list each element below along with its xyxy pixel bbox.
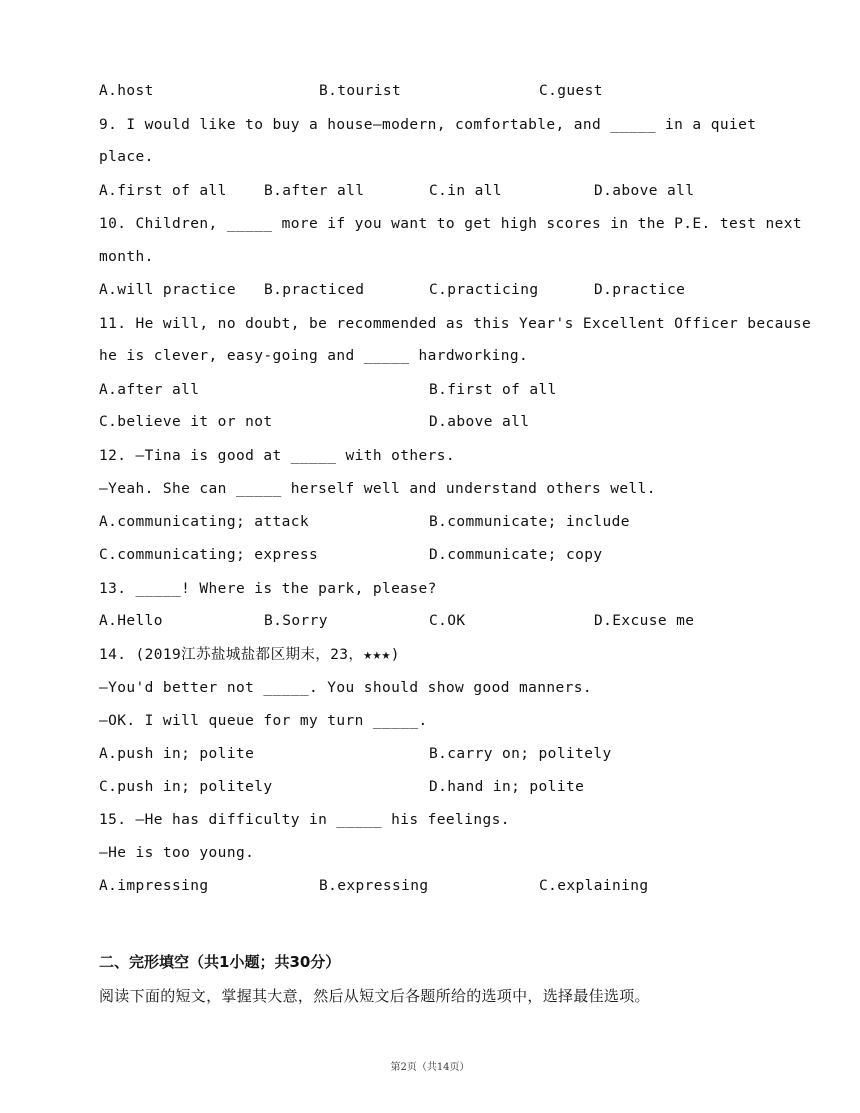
- q15-option-b: B.expressing: [319, 878, 429, 894]
- q9-stem-line1: 9. I would like to buy a house—modern, comfortable, and _____ in a quiet: [99, 117, 757, 133]
- q9-option-b: B.after all: [264, 183, 365, 199]
- q10-option-c: C.practicing: [429, 282, 539, 298]
- q14-option-c: C.push in; politely: [99, 779, 273, 795]
- q9-option-a: A.first of all: [99, 183, 227, 199]
- q12-option-c: C.communicating; express: [99, 547, 319, 563]
- q15-option-c: C.explaining: [539, 878, 649, 894]
- q14-stem-line1: —You'd better not _____. You should show good manners.: [99, 680, 593, 696]
- q8-option-c: C.guest: [539, 83, 603, 99]
- q8-option-b: B.tourist: [319, 83, 402, 99]
- section-heading: 二、完形填空（共1小题；共30分）: [99, 953, 341, 971]
- q14-stem-line2: —OK. I will queue for my turn _____.: [99, 713, 428, 729]
- q15-stem-line1: 15. —He has difficulty in _____ his feelings.: [99, 812, 510, 828]
- q11-option-b: B.first of all: [429, 382, 557, 398]
- q8-option-a: A.host: [99, 83, 154, 99]
- q11-stem-line1: 11. He will, no doubt, be recommended as this Year's Excellent Officer because: [99, 316, 812, 332]
- q14-source: 14. (2019江苏盐城盐都区期末，23，★★★): [99, 647, 400, 663]
- q9-option-d: D.above all: [594, 183, 695, 199]
- q12-option-d: D.communicate; copy: [429, 547, 603, 563]
- q12-stem-line2: —Yeah. She can _____ herself well and understand others well.: [99, 481, 656, 497]
- q12-option-b: B.communicate; include: [429, 514, 630, 530]
- q13-option-c: C.OK: [429, 613, 466, 629]
- q11-option-d: D.above all: [429, 414, 530, 430]
- q13-option-d: D.Excuse me: [594, 613, 695, 629]
- q14-option-a: A.push in; polite: [99, 746, 255, 762]
- page-footer: 第2页（共14页）: [390, 1062, 470, 1073]
- q15-stem-line2: —He is too young.: [99, 845, 255, 861]
- q11-stem-line2: he is clever, easy-going and _____ hardworking.: [99, 348, 529, 364]
- q14-option-d: D.hand in; polite: [429, 779, 585, 795]
- q12-option-a: A.communicating; attack: [99, 514, 309, 530]
- q15-option-a: A.impressing: [99, 878, 209, 894]
- q11-option-c: C.believe it or not: [99, 414, 273, 430]
- q10-stem-line1: 10. Children, _____ more if you want to get high scores in the P.E. test next: [99, 216, 802, 232]
- q10-option-a: A.will practice: [99, 282, 236, 298]
- q13-option-b: B.Sorry: [264, 613, 328, 629]
- q9-option-c: C.in all: [429, 183, 503, 199]
- q12-stem-line1: 12. —Tina is good at _____ with others.: [99, 448, 456, 464]
- q13-stem-line1: 13. _____! Where is the park, please?: [99, 581, 437, 597]
- q10-stem-line2: month.: [99, 249, 154, 265]
- q13-option-a: A.Hello: [99, 613, 163, 629]
- section-instruction: 阅读下面的短文，掌握其大意，然后从短文后各题所给的选项中，选择最佳选项。: [99, 987, 650, 1005]
- q9-stem-line2: place.: [99, 149, 154, 165]
- q10-option-d: D.practice: [594, 282, 686, 298]
- q14-option-b: B.carry on; politely: [429, 746, 612, 762]
- q10-option-b: B.practiced: [264, 282, 365, 298]
- q11-option-a: A.after all: [99, 382, 200, 398]
